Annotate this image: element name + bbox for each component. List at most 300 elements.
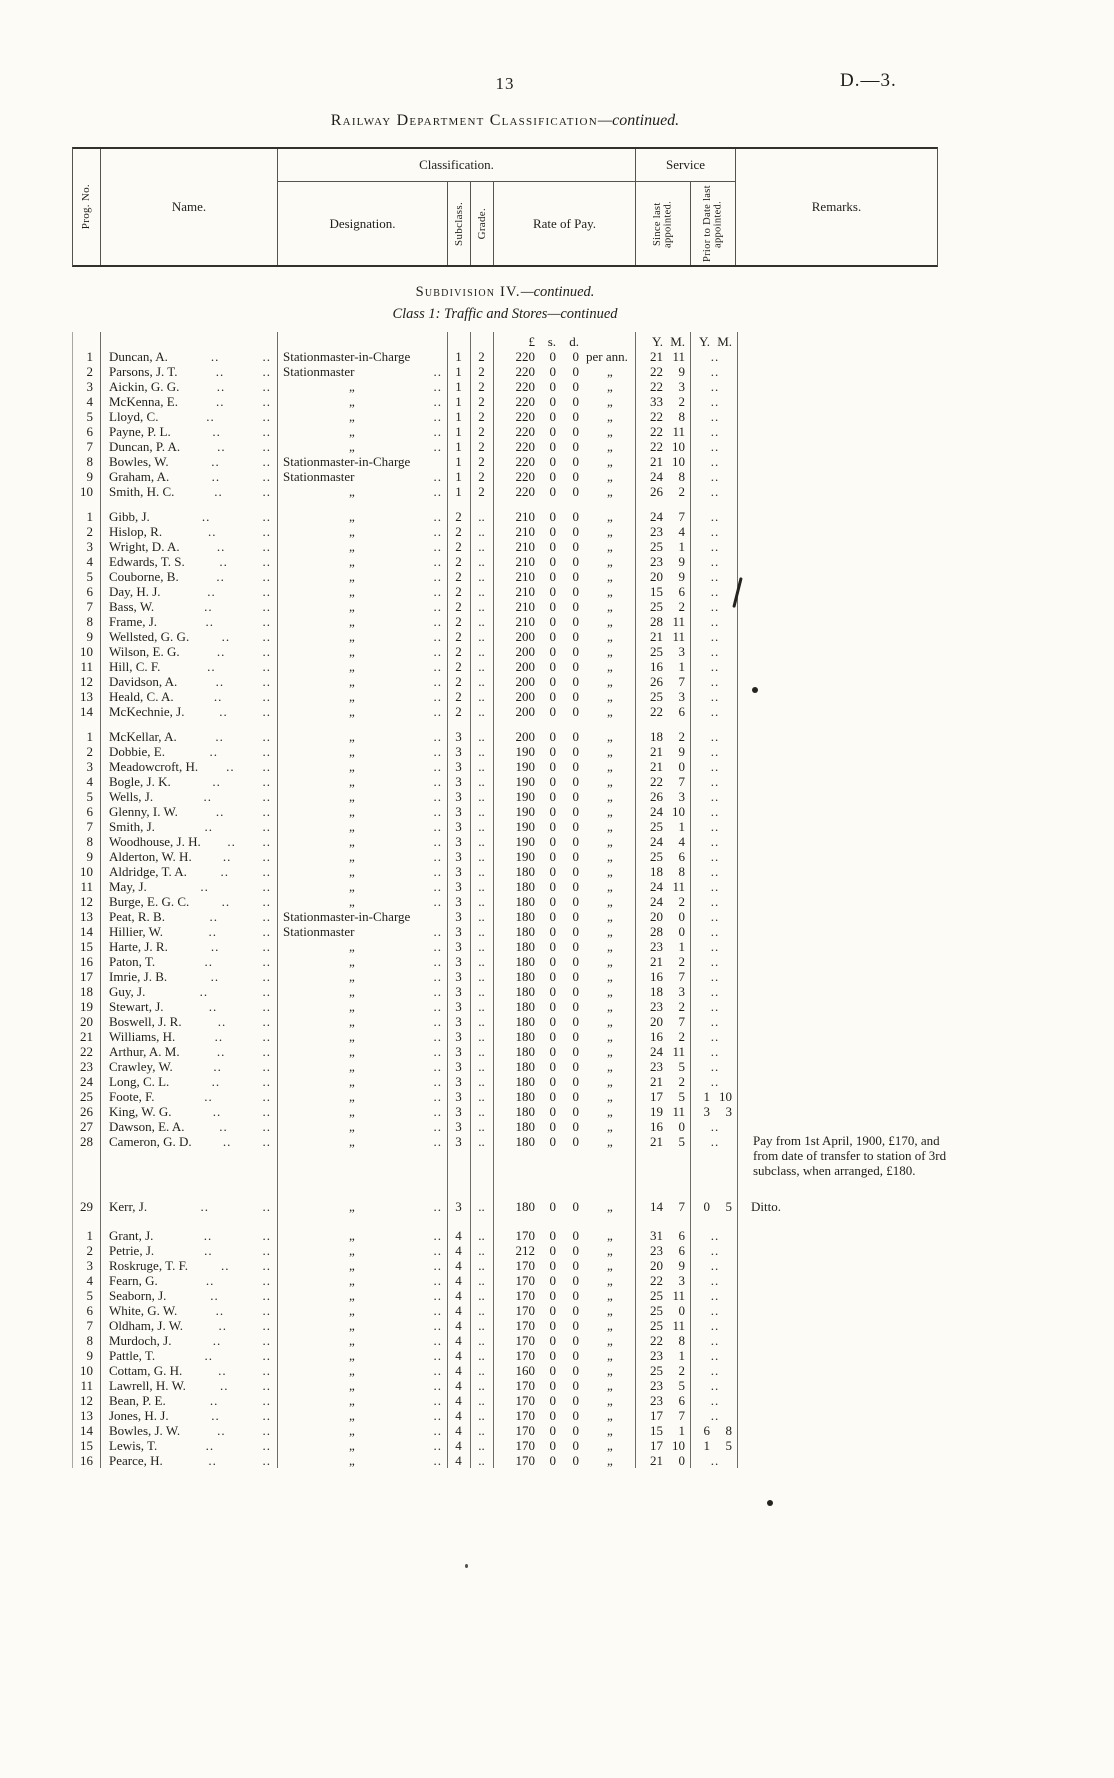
pay-shillings: 0 — [549, 409, 556, 424]
months: 11 — [672, 629, 685, 644]
prior-appointed-cell: .. — [710, 939, 720, 954]
subclass-cell: 3 — [455, 1089, 462, 1104]
years: 17 — [650, 1408, 663, 1423]
person-name: Arthur, A. M. — [109, 1044, 180, 1059]
pay-period: „ — [607, 774, 613, 789]
designation-cell: „ .. — [349, 894, 442, 909]
rate-of-pay-cell — [493, 569, 635, 584]
since-appointed-cell — [635, 894, 690, 909]
since-appointed-cell — [635, 804, 690, 819]
designation-ditto: „ — [349, 804, 355, 819]
prog-no: 2 — [86, 524, 93, 539]
name-cell: McKenna, E. .. .. — [109, 394, 271, 409]
rate-of-pay-cell — [493, 659, 635, 674]
months: 6 — [678, 704, 685, 719]
pay-period: „ — [607, 834, 613, 849]
prog-no: 14 — [80, 924, 93, 939]
pay-pence: 0 — [572, 864, 579, 879]
pay-shillings: 0 — [549, 1074, 556, 1089]
pay-period: „ — [607, 439, 613, 454]
designation-cell: „ .. — [349, 804, 442, 819]
table-row — [72, 629, 1067, 644]
designation-ditto: „ — [349, 1243, 355, 1258]
pay-period: „ — [607, 554, 613, 569]
prog-no: 12 — [80, 1393, 93, 1408]
designation-cell: „ .. — [349, 539, 442, 554]
prog-no: 5 — [86, 789, 93, 804]
grade-cell: .. — [478, 1199, 485, 1214]
since-appointed-cell — [635, 1014, 690, 1029]
pay-pounds: 200 — [515, 704, 535, 719]
person-name: Graham, A. — [109, 469, 170, 484]
designation-ditto: „ — [349, 1199, 355, 1214]
designation-cell: „ .. — [349, 704, 442, 719]
name-cell: Parsons, J. T. .. .. — [109, 364, 271, 379]
pay-pounds: 180 — [515, 1059, 535, 1074]
designation-ditto: „ — [349, 689, 355, 704]
person-name: Dobbie, E. — [109, 744, 165, 759]
grade-cell: 2 — [478, 454, 485, 469]
name-cell: Bowles, J. W. .. .. — [109, 1423, 271, 1438]
months: 2 — [678, 999, 685, 1014]
designation-ditto: „ — [349, 1074, 355, 1089]
months: 6 — [678, 1228, 685, 1243]
name-cell: Bass, W. .. .. — [109, 599, 271, 614]
pay-pence: 0 — [572, 554, 579, 569]
since-appointed-cell — [635, 1348, 690, 1363]
since-appointed-cell — [635, 569, 690, 584]
person-name: Grant, J. — [109, 1228, 154, 1243]
months: 0 — [678, 1119, 685, 1134]
pay-shillings: 0 — [549, 1104, 556, 1119]
months: 5 — [678, 1134, 685, 1149]
designation-cell: „ .. — [349, 1243, 442, 1258]
pay-pounds: 212 — [515, 1243, 535, 1258]
designation-cell: Stationmaster .. — [283, 469, 442, 484]
subclass-cell: 3 — [455, 909, 462, 924]
name-cell: Peat, R. B. .. .. — [109, 909, 271, 924]
months: 9 — [678, 554, 685, 569]
prog-no: 25 — [80, 1089, 93, 1104]
pay-pence: 0 — [572, 349, 579, 364]
prior-appointed-cell: .. — [710, 484, 720, 499]
prior-appointed-cell: .. — [710, 629, 720, 644]
subclass-cell: 1 — [455, 379, 462, 394]
prog-no: 29 — [80, 1199, 93, 1214]
prior-appointed-cell: .. — [710, 349, 720, 364]
years: 25 — [650, 539, 663, 554]
designation-cell: „ .. — [349, 1258, 442, 1273]
years: 25 — [650, 849, 663, 864]
remarks-cell — [737, 954, 1067, 969]
years: 22 — [650, 379, 663, 394]
pay-pounds: 210 — [515, 569, 535, 584]
pay-pence: 0 — [572, 1134, 579, 1149]
subdivision-main: Subdivision IV. — [415, 284, 521, 300]
since-appointed-cell — [635, 759, 690, 774]
months: 11 — [672, 1104, 685, 1119]
designation-text: Stationmaster-in-Charge — [283, 909, 411, 924]
table-row — [72, 1393, 1067, 1408]
pay-period: „ — [607, 999, 613, 1014]
since-appointed-cell — [635, 729, 690, 744]
months: 8 — [678, 469, 685, 484]
pay-shillings: 0 — [549, 1119, 556, 1134]
grade-cell: .. — [478, 1273, 485, 1288]
pay-pence: 0 — [572, 1408, 579, 1423]
remarks-cell — [737, 439, 1067, 454]
pay-period: „ — [607, 409, 613, 424]
since-appointed-cell — [635, 1228, 690, 1243]
remarks-cell — [737, 584, 1067, 599]
prog-no: 12 — [80, 674, 93, 689]
prog-no: 5 — [86, 1288, 93, 1303]
title-continued: —continued. — [597, 112, 680, 129]
prior-appointed-cell: .. — [710, 879, 720, 894]
years: 22 — [650, 774, 663, 789]
prior-appointed-cell: .. — [710, 1243, 720, 1258]
table-row — [72, 1363, 1067, 1378]
rate-of-pay-cell — [493, 599, 635, 614]
pay-pence: 0 — [572, 1363, 579, 1378]
prog-no: 9 — [86, 629, 93, 644]
prior-appointed-cell: .. — [710, 1408, 720, 1423]
years: 21 — [650, 759, 663, 774]
since-appointed-cell — [635, 1408, 690, 1423]
pay-pounds: 220 — [515, 379, 535, 394]
remarks-cell — [737, 1044, 1067, 1059]
rate-of-pay-cell — [493, 1243, 635, 1258]
pay-pence: 0 — [572, 1423, 579, 1438]
pay-pounds: 190 — [515, 834, 535, 849]
designation-ditto: „ — [349, 1228, 355, 1243]
name-cell: Long, C. L. .. .. — [109, 1074, 271, 1089]
pay-period: „ — [607, 539, 613, 554]
remarks-cell — [737, 849, 1067, 864]
designation-ditto: „ — [349, 394, 355, 409]
grade-cell: .. — [478, 614, 485, 629]
header-name — [101, 149, 278, 265]
pay-period: „ — [607, 1199, 613, 1214]
name-cell: Harte, J. R. .. .. — [109, 939, 271, 954]
remarks-cell — [737, 819, 1067, 834]
pay-period: „ — [607, 364, 613, 379]
pay-shillings: 0 — [549, 629, 556, 644]
prog-no: 19 — [80, 999, 93, 1014]
pay-pounds: 180 — [515, 1104, 535, 1119]
prog-no: 10 — [80, 644, 93, 659]
grade-cell: .. — [478, 704, 485, 719]
grade-cell: .. — [478, 744, 485, 759]
person-name: Couborne, B. — [109, 569, 179, 584]
prog-no: 3 — [86, 759, 93, 774]
prog-no: 21 — [80, 1029, 93, 1044]
months: M. — [670, 334, 685, 349]
subclass-cell: 1 — [455, 439, 462, 454]
prog-no: 22 — [80, 1044, 93, 1059]
remarks-cell — [737, 804, 1067, 819]
pay-shillings: 0 — [549, 1134, 556, 1149]
designation-cell: Stationmaster .. — [283, 924, 442, 939]
since-appointed-cell — [635, 509, 690, 524]
since-appointed-cell — [635, 394, 690, 409]
years: 1 — [703, 1438, 710, 1453]
pay-pounds: 180 — [515, 864, 535, 879]
since-appointed-cell — [635, 614, 690, 629]
person-name: Hislop, R. — [109, 524, 163, 539]
name-cell: Lawrell, H. W. .. .. — [109, 1378, 271, 1393]
name-cell: Petrie, J. .. .. — [109, 1243, 271, 1258]
rate-of-pay-cell — [493, 1438, 635, 1453]
months: 6 — [678, 1243, 685, 1258]
pay-pounds: 190 — [515, 819, 535, 834]
since-appointed-cell — [635, 924, 690, 939]
table-row — [72, 849, 1067, 864]
grade-cell: .. — [478, 969, 485, 984]
grade-cell: .. — [478, 1453, 485, 1468]
person-name: Lewis, T. — [109, 1438, 158, 1453]
prog-no: 8 — [86, 454, 93, 469]
title-main: Railway Department Classification — [330, 112, 598, 129]
pay-pounds: 220 — [515, 349, 535, 364]
since-appointed-cell — [635, 954, 690, 969]
pay-pounds: 210 — [515, 584, 535, 599]
remarks-cell — [737, 1303, 1067, 1318]
years: 22 — [650, 424, 663, 439]
months: 0 — [678, 909, 685, 924]
pay-pounds: 180 — [515, 1044, 535, 1059]
prior-appointed-cell — [690, 1423, 737, 1438]
designation-cell: „ .. — [349, 819, 442, 834]
pay-pounds: 200 — [515, 659, 535, 674]
designation-cell: „ .. — [349, 1288, 442, 1303]
table-row — [72, 1333, 1067, 1348]
months: 11 — [672, 1044, 685, 1059]
name-cell: Kerr, J. .. .. — [109, 1199, 271, 1214]
months: 3 — [678, 689, 685, 704]
name-cell: Couborne, B. .. .. — [109, 569, 271, 584]
prog-no: 2 — [86, 1243, 93, 1258]
prior-appointed-cell — [690, 1089, 737, 1104]
designation-ditto: „ — [349, 834, 355, 849]
name-cell: Fearn, G. .. .. — [109, 1273, 271, 1288]
person-name: Fearn, G. — [109, 1273, 158, 1288]
pay-shillings: 0 — [549, 999, 556, 1014]
pay-shillings: 0 — [549, 1059, 556, 1074]
rate-of-pay-label: Rate of Pay. — [532, 215, 597, 231]
months: 10 — [672, 804, 685, 819]
designation-ditto: „ — [349, 614, 355, 629]
table-row — [72, 614, 1067, 629]
pay-period: „ — [607, 1119, 613, 1134]
designation-cell: „ .. — [349, 569, 442, 584]
prior-appointed-cell: .. — [710, 924, 720, 939]
designation-ditto: „ — [349, 1453, 355, 1468]
pay-period: „ — [607, 1029, 613, 1044]
designation-cell: „ .. — [349, 744, 442, 759]
pay-shillings: 0 — [549, 554, 556, 569]
pay-pence: 0 — [572, 1029, 579, 1044]
pay-pence: 0 — [572, 1438, 579, 1453]
years: 17 — [650, 1089, 663, 1104]
years: 24 — [650, 894, 663, 909]
table-body — [72, 334, 1067, 1468]
rate-of-pay-cell — [493, 1453, 635, 1468]
person-name: McKechnie, J. — [109, 704, 185, 719]
pay-period: „ — [607, 379, 613, 394]
prior-appointed-cell: .. — [710, 599, 720, 614]
months: 6 — [678, 849, 685, 864]
remarks-cell — [737, 674, 1067, 689]
grade-cell: .. — [478, 1423, 485, 1438]
table-row — [72, 939, 1067, 954]
table-row — [72, 674, 1067, 689]
designation-cell: „ .. — [349, 789, 442, 804]
pay-pence: 0 — [572, 614, 579, 629]
person-name: Harte, J. R. — [109, 939, 168, 954]
header-prog-no — [73, 149, 101, 265]
subclass-cell: 4 — [455, 1318, 462, 1333]
name-cell: Aldridge, T. A. .. .. — [109, 864, 271, 879]
months: 5 — [725, 1438, 732, 1453]
years: 25 — [650, 599, 663, 614]
pay-pounds: 180 — [515, 1119, 535, 1134]
years: 26 — [650, 484, 663, 499]
since-appointed-cell — [635, 674, 690, 689]
prior-appointed-cell: .. — [710, 834, 720, 849]
months: 2 — [678, 1363, 685, 1378]
header-since-last-appointed — [636, 182, 691, 265]
remarks-cell — [737, 939, 1067, 954]
pay-pence: 0 — [572, 1333, 579, 1348]
rate-of-pay-cell — [493, 584, 635, 599]
months: 1 — [678, 939, 685, 954]
years: 20 — [650, 1014, 663, 1029]
designation-cell: „ .. — [349, 1199, 442, 1214]
pay-pounds: 180 — [515, 1074, 535, 1089]
prog-no: 7 — [86, 1318, 93, 1333]
pay-shillings: 0 — [549, 804, 556, 819]
prog-no: 7 — [86, 439, 93, 454]
person-name: Cottam, G. H. — [109, 1363, 183, 1378]
table-row — [72, 379, 1067, 394]
subclass-cell: 4 — [455, 1243, 462, 1258]
months: 0 — [678, 1303, 685, 1318]
pay-pence: 0 — [572, 689, 579, 704]
prog-no: 8 — [86, 614, 93, 629]
rate-of-pay-cell — [493, 484, 635, 499]
person-name: Woodhouse, J. H. — [109, 834, 201, 849]
service-subheaders — [636, 182, 735, 265]
table-row — [72, 1453, 1067, 1468]
subclass-cell: 3 — [455, 864, 462, 879]
prog-no: 9 — [86, 1348, 93, 1363]
pay-shillings: 0 — [549, 454, 556, 469]
years: 6 — [703, 1423, 710, 1438]
prog-no: 5 — [86, 569, 93, 584]
pay-pence: 0 — [572, 659, 579, 674]
subclass-cell: 3 — [455, 1029, 462, 1044]
grade-cell: .. — [478, 879, 485, 894]
months: 5 — [725, 1199, 732, 1214]
since-appointed-cell — [635, 1089, 690, 1104]
table-row — [72, 744, 1067, 759]
prog-no: 13 — [80, 1408, 93, 1423]
grade-cell: .. — [478, 1288, 485, 1303]
rate-of-pay-cell — [493, 1318, 635, 1333]
since-appointed-cell — [635, 1303, 690, 1318]
pay-pounds: 220 — [515, 364, 535, 379]
prog-no: 16 — [80, 954, 93, 969]
months: 6 — [678, 584, 685, 599]
grade-cell: 2 — [478, 379, 485, 394]
header-prior-to-date — [691, 182, 735, 265]
years: 23 — [650, 524, 663, 539]
subclass-cell: 4 — [455, 1408, 462, 1423]
years: 33 — [650, 394, 663, 409]
table-row — [72, 1059, 1067, 1074]
rate-of-pay-cell — [493, 1119, 635, 1134]
months: 2 — [678, 894, 685, 909]
name-cell: Heald, C. A. .. .. — [109, 689, 271, 704]
prog-no: 9 — [86, 469, 93, 484]
years: Y. — [652, 334, 663, 349]
pay-shillings: 0 — [549, 644, 556, 659]
pay-pounds: 200 — [515, 644, 535, 659]
person-name: Wilson, E. G. — [109, 644, 180, 659]
name-cell: Lloyd, C. .. .. — [109, 409, 271, 424]
table-row — [72, 864, 1067, 879]
designation-ditto: „ — [349, 1438, 355, 1453]
prior-appointed-cell: .. — [710, 1228, 720, 1243]
grade-cell: .. — [478, 894, 485, 909]
months: 8 — [678, 409, 685, 424]
pay-period: „ — [607, 644, 613, 659]
months: 2 — [678, 599, 685, 614]
years: 23 — [650, 1243, 663, 1258]
years: 18 — [650, 729, 663, 744]
pay-pounds: 170 — [515, 1273, 535, 1288]
prog-no: 11 — [80, 659, 93, 674]
remarks-cell — [737, 364, 1067, 379]
subclass-cell: 3 — [455, 1119, 462, 1134]
pay-shillings: 0 — [549, 1228, 556, 1243]
pay-shillings: 0 — [549, 879, 556, 894]
since-appointed-cell — [635, 909, 690, 924]
pay-pence: 0 — [572, 1258, 579, 1273]
person-name: Seaborn, J. — [109, 1288, 167, 1303]
remarks-cell — [737, 539, 1067, 554]
name-cell: Bogle, J. K. .. .. — [109, 774, 271, 789]
pay-period: „ — [607, 1303, 613, 1318]
prog-no: 8 — [86, 834, 93, 849]
pay-pounds: 170 — [515, 1258, 535, 1273]
subclass-cell: 2 — [455, 629, 462, 644]
subclass-cell: 1 — [455, 424, 462, 439]
remarks-cell — [737, 689, 1067, 704]
designation-ditto: „ — [349, 424, 355, 439]
name-cell: Alderton, W. H. .. .. — [109, 849, 271, 864]
prog-no: 1 — [86, 729, 93, 744]
person-name: Frame, J. — [109, 614, 158, 629]
designation-cell: „ .. — [349, 554, 442, 569]
name-cell: Hill, C. F. .. .. — [109, 659, 271, 674]
grade-cell: .. — [478, 849, 485, 864]
pay-pounds: 220 — [515, 424, 535, 439]
since-appointed-cell — [635, 409, 690, 424]
person-name: Payne, P. L. — [109, 424, 171, 439]
prior-appointed-cell: .. — [710, 789, 720, 804]
